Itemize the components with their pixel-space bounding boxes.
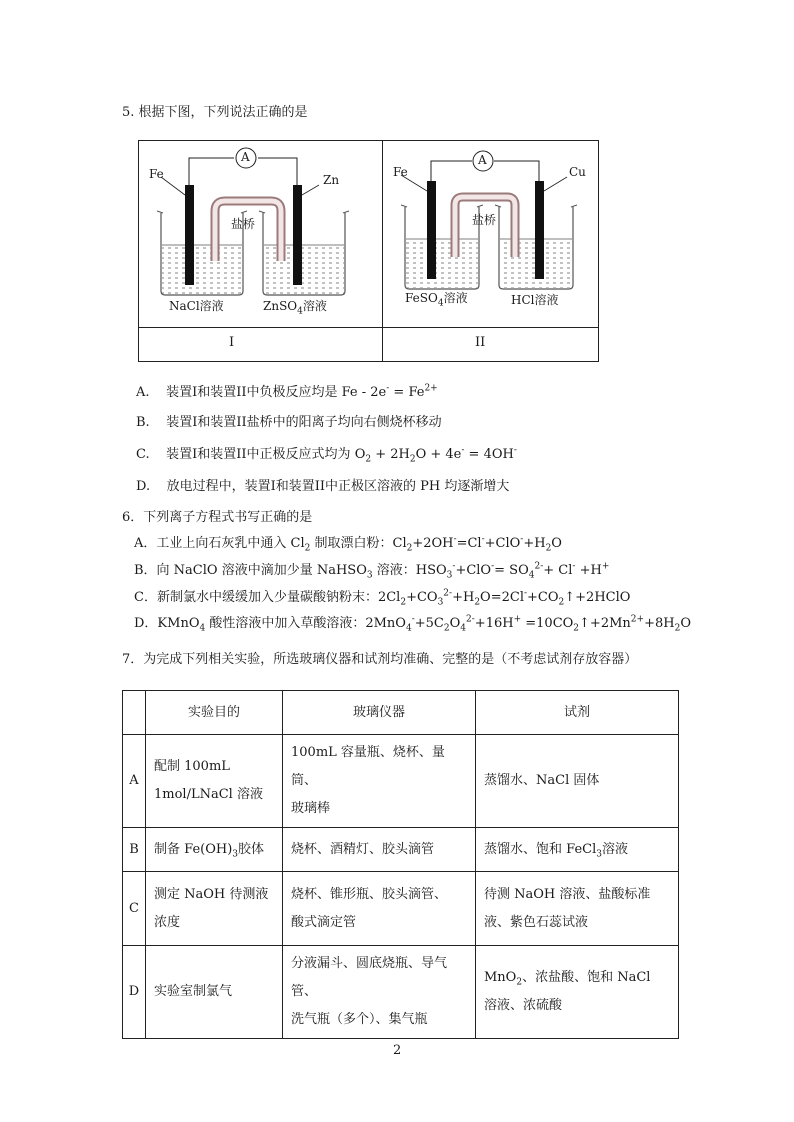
table-row [123,872,679,946]
panel-label: I [229,335,235,350]
salt-bridge-label: 盐桥 [231,217,256,231]
solution-label: NaCl溶液 [169,299,224,313]
q5-stem: 5. 根据下图，下列说法正确的是 [122,105,308,120]
table-cell: 实验室制氯气 [146,946,283,1039]
table-cell: 测定 NaOH 待测液 浓度 [146,872,283,946]
panel-label: II [475,335,486,350]
q5-figure [138,140,599,362]
solution-label: FeSO$_4$溶液 [405,291,468,309]
ammeter-label: A [478,153,487,167]
figure-divider [139,327,598,328]
electrode-label-fe: Fe [149,167,164,181]
table-cell: 烧杯、锥形瓶、胶头滴管、 酸式滴定管 [283,872,476,946]
table-cell: MnO$_2$、浓盐酸、饱和 NaCl 溶液、浓硫酸 [476,946,679,1039]
q5-option-c: C. 装置I和装置II中正极反应式均为 $O_2 + 2H_2O + 4e^- = 4OH^-$ [136,445,517,465]
row-label: C [123,872,146,946]
table-row [123,946,679,1039]
q7-table [122,690,679,1039]
table-cell: 100mL 容量瓶、烧杯、量筒、 玻璃棒 [283,735,476,828]
q5-option-b: B. 装置I和装置II盐桥中的阳离子均向右侧烧杯移动 [136,415,442,430]
row-label: D [123,946,146,1039]
table-header-cell: 玻璃仪器 [283,691,476,735]
solution-label: HCl溶液 [511,293,559,307]
row-label: A [123,735,146,828]
electrode-label-fe: Fe [393,165,408,179]
table-header-cell: 实验目的 [146,691,283,735]
table-header-cell [123,691,146,735]
table-cell: 分液漏斗、圆底烧瓶、导气管、 洗气瓶（多个）、集气瓶 [283,946,476,1039]
q7-stem: 7．为完成下列相关实验，所选玻璃仪器和试剂均准确、完整的是（不考虑试剂存放容器） [122,652,638,667]
table-cell: 烧杯、酒精灯、胶头滴管 [283,828,476,872]
q6-option-b: B．向 NaClO 溶液中滴加少量 NaHSO$_3$ 溶液：$HSO_3^-+ClO^-= SO_4^{2-}+ Cl^- +H^+$ [134,561,610,581]
solution-label: ZnSO$_4$溶液 [263,299,327,317]
salt-bridge-label: 盐桥 [472,213,497,227]
table-cell: 蒸馏水、饱和 FeCl$_3$溶液 [476,828,679,872]
q6-stem: 6．下列离子方程式书写正确的是 [122,510,313,525]
electrode-label-zn: Zn [323,173,340,187]
table-cell: 配制 100mL 1mol/LNaCl 溶液 [146,735,283,828]
row-label: B [123,828,146,872]
table-cell: 蒸馏水、NaCl 固体 [476,735,679,828]
table-cell: 待测 NaOH 溶液、盐酸标准 液、紫色石蕊试液 [476,872,679,946]
table-row [123,735,679,828]
q6-option-a: A．工业上向石灰乳中通入 $Cl_2$ 制取漂白粉：$Cl_2+2OH^-=Cl^-+ClO^-+H_2O$ [134,534,562,554]
table-row [123,828,679,872]
page-number: 2 [393,1043,402,1058]
q6-option-c: C．新制氯水中缓缓加入少量碳酸钠粉末：$2Cl_2+CO_3^{2-}+H_2O=2Cl^-+CO_2↑+2HClO$ [134,588,631,608]
table-header-row [123,691,679,735]
q6-option-d: D．KMnO$_4$ 酸性溶液中加入草酸溶液：$2MnO_4^-+5C_2O_4^{2-}+16H^+$ $=10CO_2↑+2Mn^{2+}+8H_2O$ [134,614,691,634]
q5-option-d: D. 放电过程中，装置I和装置II中正极区溶液的 PH 均逐渐增大 [136,479,510,494]
table-cell: 制备 $Fe(OH)_3$胶体 [146,828,283,872]
table-header-cell: 试剂 [476,691,679,735]
q5-option-a: A. 装置I和装置II中负极反应均是 $Fe - 2e^- = Fe^{2+}$ [136,383,438,400]
electrode-label-cu: Cu [569,165,586,179]
ammeter-label: A [241,150,250,164]
